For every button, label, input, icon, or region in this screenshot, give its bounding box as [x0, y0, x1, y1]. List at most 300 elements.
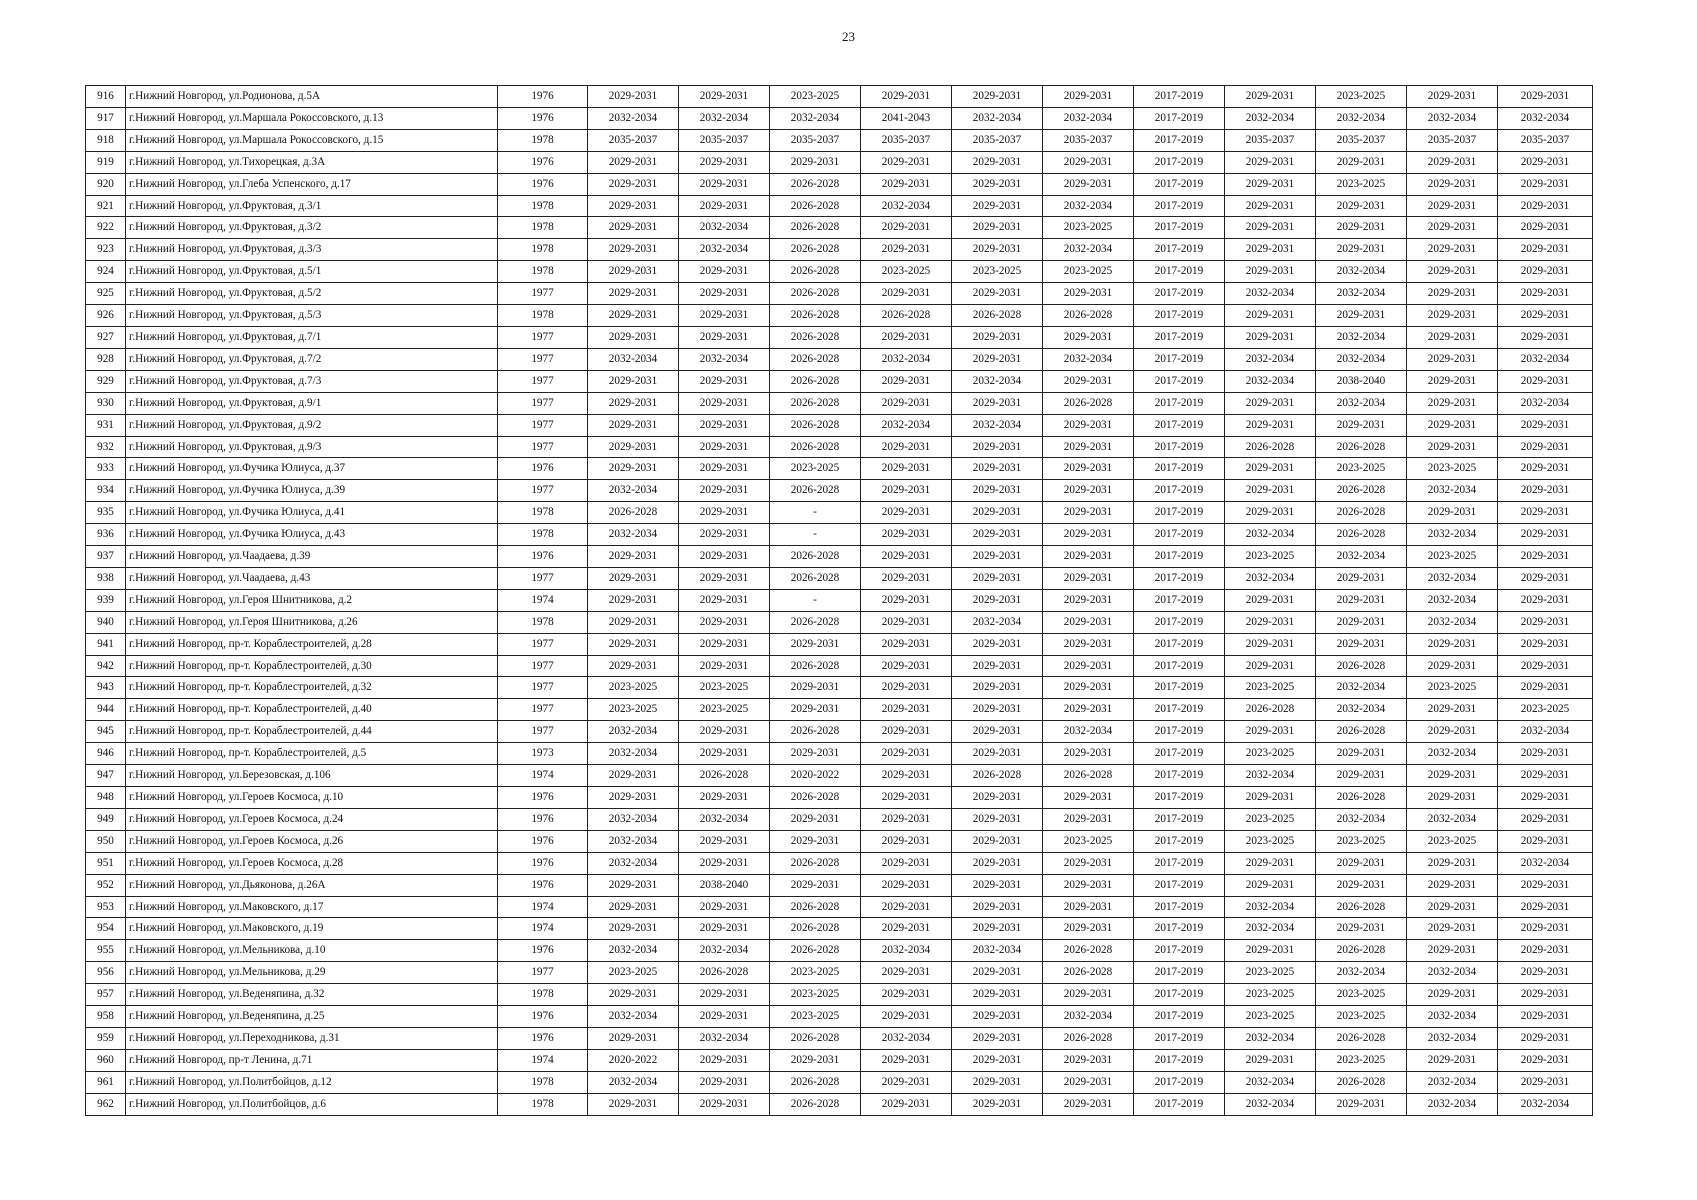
row-number-cell: 956	[86, 962, 126, 984]
table-row	[86, 414, 1593, 436]
repair-period-cell: 2026-2028	[770, 261, 861, 283]
repair-period-cell: 2029-2031	[1316, 611, 1407, 633]
address-cell: г.Нижний Новгород, пр-т. Кораблестроителей, д.40	[126, 699, 498, 721]
repair-period-cell: 2017-2019	[1134, 830, 1225, 852]
repair-period-cell: 2032-2034	[1316, 326, 1407, 348]
repair-period-cell: 2029-2031	[1225, 217, 1316, 239]
repair-period-cell: 2029-2031	[1043, 1093, 1134, 1115]
row-number-cell: 921	[86, 195, 126, 217]
repair-period-cell: 2023-2025	[1225, 1006, 1316, 1028]
repair-period-cell: 2029-2031	[1225, 633, 1316, 655]
year-built-cell: 1978	[498, 1071, 588, 1093]
table-row	[86, 480, 1593, 502]
repair-period-cell: 2029-2031	[1316, 743, 1407, 765]
table-row	[86, 283, 1593, 305]
repair-period-cell: 2029-2031	[679, 480, 770, 502]
repair-period-cell: 2029-2031	[588, 326, 679, 348]
year-built-cell: 1978	[498, 217, 588, 239]
repair-period-cell: 2032-2034	[1498, 392, 1593, 414]
repair-period-cell: 2029-2031	[1498, 874, 1593, 896]
repair-period-cell: 2032-2034	[1225, 896, 1316, 918]
repair-period-cell: 2029-2031	[952, 787, 1043, 809]
repair-period-cell: 2023-2025	[588, 962, 679, 984]
table-row	[86, 896, 1593, 918]
repair-period-cell: 2023-2025	[1316, 458, 1407, 480]
row-number-cell: 961	[86, 1071, 126, 1093]
repair-period-cell: 2029-2031	[1498, 458, 1593, 480]
table-row	[86, 611, 1593, 633]
row-number-cell: 958	[86, 1006, 126, 1028]
repair-period-cell: 2023-2025	[1225, 546, 1316, 568]
address-cell: г.Нижний Новгород, ул.Фруктовая, д.7/2	[126, 348, 498, 370]
repair-period-cell: 2017-2019	[1134, 699, 1225, 721]
repair-period-cell: 2032-2034	[679, 940, 770, 962]
repair-period-cell: 2032-2034	[1316, 283, 1407, 305]
repair-period-cell: 2029-2031	[1316, 195, 1407, 217]
repair-period-cell: 2029-2031	[1043, 86, 1134, 108]
repair-period-cell: 2029-2031	[1498, 896, 1593, 918]
repair-period-cell: 2029-2031	[1043, 611, 1134, 633]
repair-period-cell: 2029-2031	[1498, 524, 1593, 546]
repair-period-cell: 2029-2031	[1043, 787, 1134, 809]
repair-period-cell: 2029-2031	[952, 589, 1043, 611]
repair-period-cell: 2029-2031	[861, 984, 952, 1006]
repair-period-cell: 2029-2031	[1407, 984, 1498, 1006]
repair-period-cell: 2029-2031	[588, 1093, 679, 1115]
table-row	[86, 962, 1593, 984]
year-built-cell: 1976	[498, 1006, 588, 1028]
year-built-cell: 1978	[498, 195, 588, 217]
repair-period-cell: 2032-2034	[1225, 107, 1316, 129]
repair-period-cell: 2032-2034	[952, 940, 1043, 962]
repair-period-cell: 2029-2031	[952, 436, 1043, 458]
repair-period-cell: 2029-2031	[679, 326, 770, 348]
repair-period-cell: 2023-2025	[1043, 830, 1134, 852]
address-cell: г.Нижний Новгород, ул.Фруктовая, д.9/2	[126, 414, 498, 436]
year-built-cell: 1978	[498, 239, 588, 261]
repair-period-cell: 2026-2028	[770, 918, 861, 940]
repair-period-cell: 2023-2025	[1225, 830, 1316, 852]
repair-period-cell: 2032-2034	[679, 239, 770, 261]
row-number-cell: 944	[86, 699, 126, 721]
repair-period-cell: 2029-2031	[861, 918, 952, 940]
repair-period-cell: 2029-2031	[770, 633, 861, 655]
repair-period-cell: 2029-2031	[1498, 1071, 1593, 1093]
repair-period-cell: 2032-2034	[1407, 1027, 1498, 1049]
repair-period-cell: 2029-2031	[861, 502, 952, 524]
repair-period-cell: 2029-2031	[679, 173, 770, 195]
repair-period-cell: 2029-2031	[861, 721, 952, 743]
repair-period-cell: 2029-2031	[1407, 852, 1498, 874]
repair-period-cell: 2029-2031	[1498, 239, 1593, 261]
repair-period-cell: 2029-2031	[588, 239, 679, 261]
repair-period-cell: 2029-2031	[952, 808, 1043, 830]
repair-period-cell: 2017-2019	[1134, 524, 1225, 546]
repair-period-cell: 2032-2034	[588, 852, 679, 874]
repair-period-cell: 2029-2031	[1043, 984, 1134, 1006]
repair-period-cell: 2029-2031	[1225, 611, 1316, 633]
address-cell: г.Нижний Новгород, ул.Фруктовая, д.7/3	[126, 370, 498, 392]
repair-period-cell: 2029-2031	[1498, 1027, 1593, 1049]
repair-period-cell: 2026-2028	[1316, 787, 1407, 809]
repair-period-cell: 2023-2025	[588, 677, 679, 699]
repair-period-cell: 2017-2019	[1134, 567, 1225, 589]
repair-period-cell: 2029-2031	[1498, 1006, 1593, 1028]
repair-period-cell: 2029-2031	[588, 611, 679, 633]
repair-period-cell: 2029-2031	[1407, 896, 1498, 918]
repair-period-cell: 2029-2031	[679, 589, 770, 611]
repair-period-cell: 2023-2025	[770, 1006, 861, 1028]
repair-period-cell: 2029-2031	[1498, 765, 1593, 787]
repair-period-cell: 2032-2034	[1407, 480, 1498, 502]
row-number-cell: 954	[86, 918, 126, 940]
repair-period-cell: 2029-2031	[1407, 414, 1498, 436]
repair-period-cell: 2023-2025	[770, 984, 861, 1006]
repair-period-cell: 2029-2031	[952, 918, 1043, 940]
repair-period-cell: 2029-2031	[679, 721, 770, 743]
repair-period-cell: 2023-2025	[1225, 984, 1316, 1006]
repair-period-cell: 2023-2025	[679, 677, 770, 699]
year-built-cell: 1978	[498, 261, 588, 283]
repair-period-cell: 2023-2025	[770, 458, 861, 480]
repair-period-cell: 2029-2031	[588, 370, 679, 392]
repair-period-cell: 2032-2034	[1407, 524, 1498, 546]
repair-period-cell: 2029-2031	[861, 611, 952, 633]
repair-period-cell: 2029-2031	[679, 261, 770, 283]
repair-period-cell: 2029-2031	[1407, 1049, 1498, 1071]
table-row	[86, 151, 1593, 173]
repair-period-cell: 2029-2031	[861, 326, 952, 348]
repair-period-cell: 2023-2025	[1225, 808, 1316, 830]
repair-period-cell: 2029-2031	[952, 217, 1043, 239]
table-row	[86, 1006, 1593, 1028]
row-number-cell: 936	[86, 524, 126, 546]
repair-period-cell: 2032-2034	[952, 107, 1043, 129]
row-number-cell: 931	[86, 414, 126, 436]
repair-period-cell: 2029-2031	[861, 874, 952, 896]
address-cell: г.Нижний Новгород, ул.Фучика Юлиуса, д.43	[126, 524, 498, 546]
repair-period-cell: 2032-2034	[1316, 348, 1407, 370]
repair-period-cell: 2032-2034	[861, 414, 952, 436]
repair-period-cell: 2029-2031	[1498, 502, 1593, 524]
repair-period-cell: 2026-2028	[952, 305, 1043, 327]
year-built-cell: 1976	[498, 107, 588, 129]
repair-period-cell: 2032-2034	[1225, 1093, 1316, 1115]
table-row	[86, 589, 1593, 611]
address-cell: г.Нижний Новгород, ул.Политбойцов, д.12	[126, 1071, 498, 1093]
repair-period-cell: 2029-2031	[679, 633, 770, 655]
repair-period-cell: 2029-2031	[588, 436, 679, 458]
repair-period-cell: 2035-2037	[1043, 129, 1134, 151]
repair-period-cell: 2029-2031	[1407, 436, 1498, 458]
repair-period-cell: 2029-2031	[1225, 874, 1316, 896]
repair-period-cell: 2032-2034	[588, 348, 679, 370]
repair-period-cell: 2026-2028	[770, 1071, 861, 1093]
table-row	[86, 918, 1593, 940]
repair-period-cell: 2026-2028	[770, 655, 861, 677]
repair-period-cell: 2017-2019	[1134, 589, 1225, 611]
repair-period-cell: 2029-2031	[952, 348, 1043, 370]
row-number-cell: 925	[86, 283, 126, 305]
repair-period-cell: 2029-2031	[1316, 589, 1407, 611]
repair-period-cell: 2017-2019	[1134, 611, 1225, 633]
repair-period-cell: 2029-2031	[952, 852, 1043, 874]
repair-period-cell: 2017-2019	[1134, 1093, 1225, 1115]
repair-period-cell: 2029-2031	[861, 436, 952, 458]
repair-period-cell: 2029-2031	[588, 414, 679, 436]
table-row	[86, 370, 1593, 392]
repair-period-cell: 2026-2028	[770, 480, 861, 502]
table-row	[86, 261, 1593, 283]
repair-period-cell: 2029-2031	[588, 567, 679, 589]
repair-period-cell: 2017-2019	[1134, 743, 1225, 765]
repair-period-cell: 2029-2031	[861, 852, 952, 874]
repair-period-cell: 2029-2031	[1316, 874, 1407, 896]
repair-period-cell: 2026-2028	[770, 721, 861, 743]
repair-period-cell: 2029-2031	[588, 151, 679, 173]
repair-period-cell: 2029-2031	[1407, 348, 1498, 370]
year-built-cell: 1977	[498, 962, 588, 984]
repair-period-cell: 2029-2031	[1498, 611, 1593, 633]
repair-period-cell: 2026-2028	[770, 173, 861, 195]
repair-period-cell: 2029-2031	[861, 1049, 952, 1071]
repair-period-cell: 2029-2031	[1043, 283, 1134, 305]
repair-period-cell: 2023-2025	[1316, 1006, 1407, 1028]
repair-period-cell: 2029-2031	[1316, 151, 1407, 173]
repair-period-cell: 2029-2031	[1498, 743, 1593, 765]
repair-period-cell: 2017-2019	[1134, 1027, 1225, 1049]
repair-period-cell: 2029-2031	[861, 589, 952, 611]
repair-period-cell: 2029-2031	[679, 305, 770, 327]
repair-period-cell: 2020-2022	[770, 765, 861, 787]
repair-period-cell: 2029-2031	[952, 699, 1043, 721]
repair-period-cell: 2032-2034	[952, 370, 1043, 392]
table-row	[86, 1093, 1593, 1115]
year-built-cell: 1974	[498, 589, 588, 611]
repair-period-cell: 2029-2031	[861, 217, 952, 239]
repair-period-cell: 2029-2031	[770, 830, 861, 852]
repair-period-cell: 2029-2031	[1225, 173, 1316, 195]
repair-period-cell: 2029-2031	[1043, 524, 1134, 546]
address-cell: г.Нижний Новгород, ул.Героев Космоса, д.10	[126, 787, 498, 809]
repair-period-cell: 2029-2031	[770, 743, 861, 765]
table-row	[86, 239, 1593, 261]
repair-period-cell: 2029-2031	[1316, 305, 1407, 327]
repair-period-cell: 2026-2028	[770, 414, 861, 436]
repair-period-cell: 2032-2034	[1498, 107, 1593, 129]
repair-period-cell: 2029-2031	[588, 765, 679, 787]
row-number-cell: 947	[86, 765, 126, 787]
repair-period-cell: 2029-2031	[679, 918, 770, 940]
repair-period-cell: 2017-2019	[1134, 239, 1225, 261]
repair-period-cell: 2029-2031	[1225, 195, 1316, 217]
address-cell: г.Нижний Новгород, ул.Мельникова, д.29	[126, 962, 498, 984]
repair-period-cell: 2032-2034	[588, 480, 679, 502]
year-built-cell: 1977	[498, 392, 588, 414]
repair-period-cell: 2032-2034	[1407, 1006, 1498, 1028]
repair-period-cell: 2029-2031	[770, 151, 861, 173]
repair-period-cell: 2029-2031	[588, 86, 679, 108]
repair-period-cell: 2029-2031	[1498, 283, 1593, 305]
year-built-cell: 1978	[498, 502, 588, 524]
repair-period-cell: 2032-2034	[1225, 370, 1316, 392]
repair-period-cell: 2029-2031	[952, 480, 1043, 502]
repair-period-cell: 2029-2031	[679, 1049, 770, 1071]
repair-period-cell: 2017-2019	[1134, 436, 1225, 458]
repair-period-cell: 2029-2031	[1225, 655, 1316, 677]
repair-period-cell: 2032-2034	[1407, 808, 1498, 830]
repair-period-cell: 2029-2031	[1407, 305, 1498, 327]
row-number-cell: 960	[86, 1049, 126, 1071]
row-number-cell: 926	[86, 305, 126, 327]
repair-period-cell: 2029-2031	[679, 1093, 770, 1115]
repair-period-cell: 2017-2019	[1134, 392, 1225, 414]
repair-period-cell: 2041-2043	[861, 107, 952, 129]
table-row	[86, 655, 1593, 677]
address-cell: г.Нижний Новгород, ул.Маршала Рокоссовского, д.15	[126, 129, 498, 151]
repair-period-cell: 2029-2031	[1498, 787, 1593, 809]
repair-period-cell: 2017-2019	[1134, 808, 1225, 830]
row-number-cell: 945	[86, 721, 126, 743]
year-built-cell: 1977	[498, 348, 588, 370]
repair-period-cell: 2029-2031	[1407, 217, 1498, 239]
row-number-cell: 930	[86, 392, 126, 414]
repair-period-cell: 2032-2034	[1043, 239, 1134, 261]
repair-period-cell: 2032-2034	[1316, 808, 1407, 830]
repair-period-cell: 2029-2031	[1316, 567, 1407, 589]
repair-period-cell: 2032-2034	[588, 107, 679, 129]
repair-period-cell: 2029-2031	[952, 546, 1043, 568]
repair-period-cell: 2029-2031	[861, 1071, 952, 1093]
repair-period-cell: 2029-2031	[952, 874, 1043, 896]
repair-period-cell: 2026-2028	[1316, 655, 1407, 677]
repair-period-cell: 2026-2028	[1043, 962, 1134, 984]
year-built-cell: 1976	[498, 940, 588, 962]
repair-period-cell: 2029-2031	[1407, 874, 1498, 896]
repair-period-cell: 2029-2031	[1498, 370, 1593, 392]
repair-period-cell: 2017-2019	[1134, 305, 1225, 327]
repair-period-cell: 2026-2028	[770, 348, 861, 370]
year-built-cell: 1976	[498, 852, 588, 874]
repair-period-cell: 2029-2031	[952, 721, 1043, 743]
repair-period-cell: 2032-2034	[1316, 261, 1407, 283]
repair-period-cell: 2032-2034	[1316, 392, 1407, 414]
repair-period-cell: 2029-2031	[679, 1006, 770, 1028]
repair-period-cell: 2032-2034	[588, 940, 679, 962]
repair-period-cell: 2029-2031	[952, 1006, 1043, 1028]
repair-period-cell: 2017-2019	[1134, 721, 1225, 743]
repair-period-cell: 2029-2031	[1407, 239, 1498, 261]
repair-period-cell: 2029-2031	[952, 173, 1043, 195]
repair-period-cell: 2029-2031	[1498, 589, 1593, 611]
repair-period-cell: 2029-2031	[1316, 852, 1407, 874]
table-row	[86, 699, 1593, 721]
year-built-cell: 1976	[498, 830, 588, 852]
repair-period-cell: 2032-2034	[1043, 107, 1134, 129]
repair-period-cell: 2038-2040	[679, 874, 770, 896]
repair-period-cell: 2029-2031	[1043, 151, 1134, 173]
repair-period-cell: 2026-2028	[861, 305, 952, 327]
repair-period-cell: 2029-2031	[1498, 830, 1593, 852]
repair-period-cell: 2029-2031	[861, 743, 952, 765]
address-cell: г.Нижний Новгород, ул.Веденяпина, д.25	[126, 1006, 498, 1028]
repair-period-cell: 2029-2031	[1407, 370, 1498, 392]
year-built-cell: 1977	[498, 677, 588, 699]
repair-period-cell: 2017-2019	[1134, 940, 1225, 962]
repair-period-cell: 2029-2031	[770, 677, 861, 699]
table-row	[86, 633, 1593, 655]
repair-period-cell: 2029-2031	[1407, 765, 1498, 787]
address-cell: г.Нижний Новгород, ул.Тихорецкая, д.3А	[126, 151, 498, 173]
repair-period-cell: 2026-2028	[770, 787, 861, 809]
repair-period-cell: 2029-2031	[679, 852, 770, 874]
row-number-cell: 922	[86, 217, 126, 239]
repair-period-cell: 2029-2031	[1043, 480, 1134, 502]
repair-period-cell: 2029-2031	[588, 546, 679, 568]
repair-period-cell: 2032-2034	[1225, 348, 1316, 370]
row-number-cell: 933	[86, 458, 126, 480]
row-number-cell: 949	[86, 808, 126, 830]
table-row	[86, 107, 1593, 129]
year-built-cell: 1977	[498, 414, 588, 436]
repair-period-cell: 2029-2031	[1498, 414, 1593, 436]
address-cell: г.Нижний Новгород, ул.Фруктовая, д.5/1	[126, 261, 498, 283]
repair-period-cell: 2026-2028	[1043, 1027, 1134, 1049]
repair-period-cell: 2029-2031	[679, 830, 770, 852]
repair-period-cell: 2029-2031	[861, 808, 952, 830]
repair-period-cell: 2029-2031	[679, 195, 770, 217]
repair-period-cell: 2026-2028	[770, 370, 861, 392]
repair-period-cell: 2029-2031	[952, 677, 1043, 699]
address-cell: г.Нижний Новгород, ул.Маковского, д.19	[126, 918, 498, 940]
repair-period-cell: 2032-2034	[1498, 1093, 1593, 1115]
address-cell: г.Нижний Новгород, ул.Чаадаева, д.43	[126, 567, 498, 589]
repair-period-cell: 2032-2034	[1225, 567, 1316, 589]
repair-period-cell: 2032-2034	[1407, 107, 1498, 129]
table-row	[86, 458, 1593, 480]
year-built-cell: 1976	[498, 787, 588, 809]
address-cell: г.Нижний Новгород, ул.Фучика Юлиуса, д.37	[126, 458, 498, 480]
repair-period-cell: 2029-2031	[588, 261, 679, 283]
repair-period-cell: 2029-2031	[588, 195, 679, 217]
repair-period-cell: 2032-2034	[861, 940, 952, 962]
repair-period-cell: 2029-2031	[861, 370, 952, 392]
row-number-cell: 938	[86, 567, 126, 589]
repair-period-cell: 2029-2031	[1043, 173, 1134, 195]
repair-period-cell: 2029-2031	[1043, 699, 1134, 721]
row-number-cell: 962	[86, 1093, 126, 1115]
repair-period-cell: 2029-2031	[952, 743, 1043, 765]
repair-period-cell: 2029-2031	[1225, 458, 1316, 480]
repair-period-cell: 2029-2031	[1407, 655, 1498, 677]
repair-period-cell: 2023-2025	[952, 261, 1043, 283]
repair-period-cell: 2032-2034	[588, 743, 679, 765]
year-built-cell: 1976	[498, 874, 588, 896]
repair-period-cell: 2029-2031	[861, 677, 952, 699]
repair-period-cell: 2017-2019	[1134, 852, 1225, 874]
repair-period-cell: 2029-2031	[1407, 261, 1498, 283]
table-row	[86, 348, 1593, 370]
repair-period-cell: 2032-2034	[1043, 1006, 1134, 1028]
table-row	[86, 984, 1593, 1006]
repair-period-cell: 2029-2031	[1225, 86, 1316, 108]
repair-period-cell: 2017-2019	[1134, 129, 1225, 151]
repair-period-cell: 2032-2034	[1225, 918, 1316, 940]
repair-period-cell: 2029-2031	[770, 874, 861, 896]
repair-period-cell: 2035-2037	[1407, 129, 1498, 151]
repair-period-cell: 2029-2031	[679, 567, 770, 589]
table-row	[86, 787, 1593, 809]
